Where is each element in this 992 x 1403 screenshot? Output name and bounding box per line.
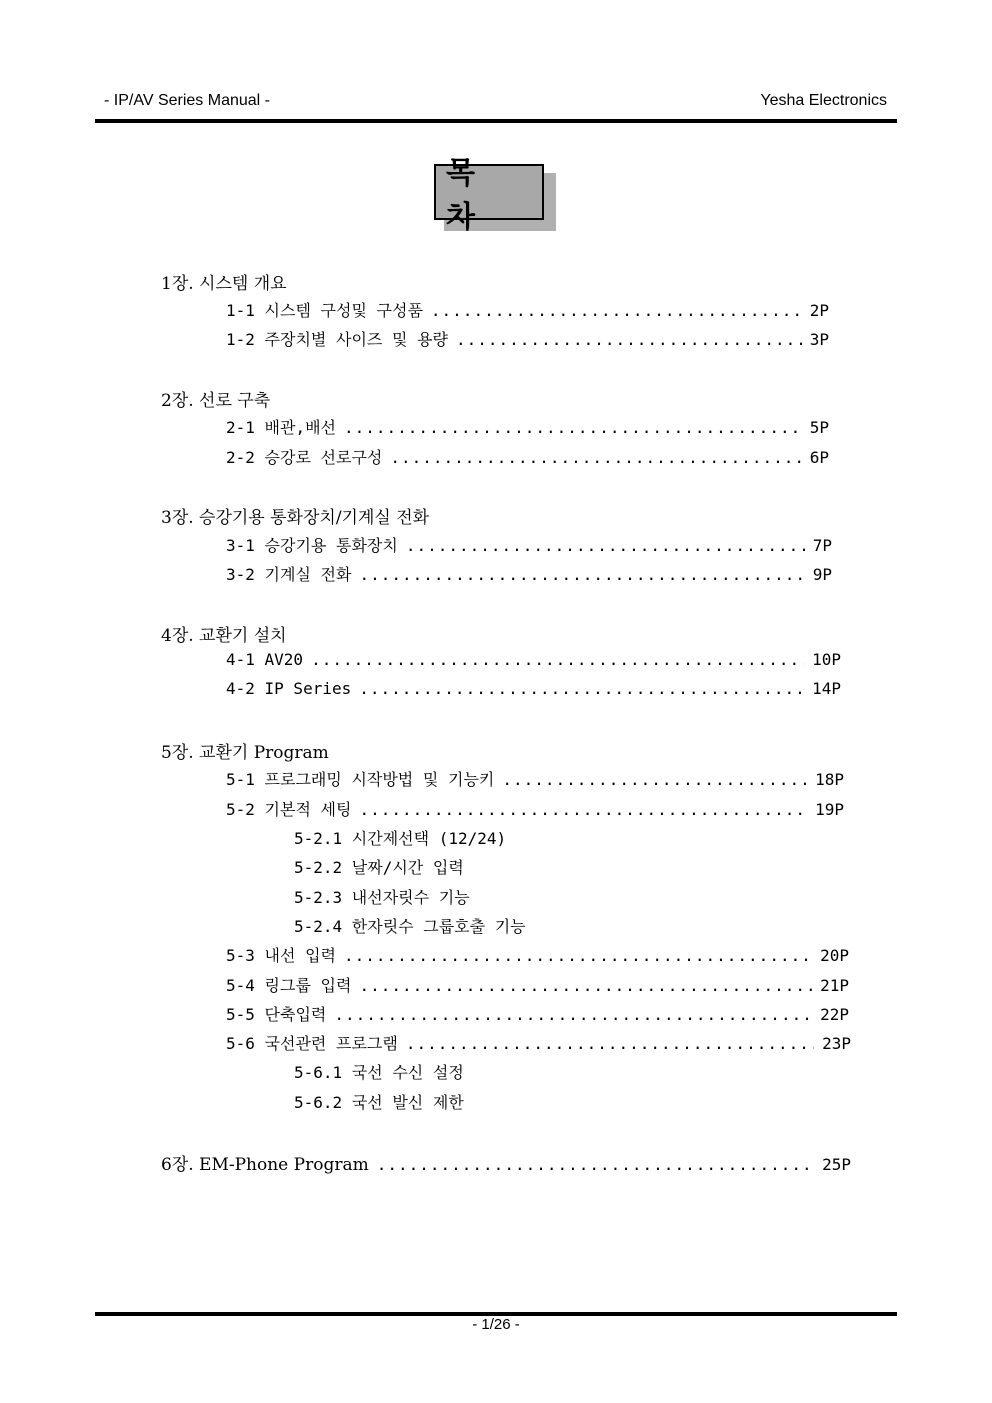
toc-page-number: 7P [812,536,832,555]
toc-subentry [294,1090,464,1112]
toc-leader-dots [359,976,812,995]
toc-leader-dots [390,448,801,467]
toc-label: 4-2 IP Series [226,679,352,698]
toc-entry [226,767,844,789]
toc-entry [226,298,829,320]
toc-label: 3-1 승강기용 통화장치 [226,536,398,555]
toc-page-number: 3P [809,330,829,349]
toc-entry [226,533,832,555]
toc-page-number: 14P [812,679,841,698]
toc-chapter-2 [161,386,271,411]
toc-label: 1-1 시스템 구성및 구성품 [226,301,423,320]
toc-leader-dots [311,650,804,669]
toc-leader-dots [456,330,802,349]
toc-leader-dots [359,565,804,584]
toc-entry [226,797,844,819]
header-company-name: Yesha Electronics [760,92,887,109]
footer-page-number: - 1/26 - [472,1316,520,1333]
toc-chapter-5 [161,738,329,763]
toc-chapter-4 [161,621,287,646]
toc-label: 4-1 AV20 [226,650,304,669]
toc-page-number: 9P [812,565,832,584]
toc-label: 5-3 내선 입력 [226,946,336,965]
toc-page-number: 22P [820,1005,849,1024]
toc-entry [226,1002,849,1024]
toc-label: 5-2.3 내선자릿수 기능 [294,888,470,907]
toc-page-number: 5P [809,418,829,437]
toc-chapter-1 [161,269,287,294]
toc-entry [226,679,841,701]
toc-label: 5-2.4 한자릿수 그룹호출 기능 [294,917,526,936]
toc-chapter-3 [161,503,430,528]
toc-label: 5-6.2 국선 발신 제한 [294,1093,464,1112]
page-title: 목 차 [446,156,485,235]
toc-label: 5장. 교환기 Program [161,743,329,763]
toc-page-number: 21P [820,976,849,995]
header-manual-title: - IP/AV Series Manual - [104,92,270,109]
toc-subentry [294,855,464,877]
toc-entry [226,650,841,672]
toc-label: 5-4 링그룹 입력 [226,976,352,995]
toc-subentry [294,885,470,907]
toc-label: 5-2.1 시간제선택 (12/24) [294,829,507,848]
toc-entry [226,445,829,467]
toc-entry [226,415,829,437]
toc-leader-dots [502,770,807,789]
toc-entry [226,943,849,965]
toc-page-number: 19P [815,800,844,819]
toc-leader-dots [344,418,802,437]
toc-leader-dots [344,946,812,965]
toc-leader-dots [359,800,807,819]
toc-subentry [294,914,526,936]
toc-page-number: 20P [820,946,849,965]
toc-label: 3-2 기계실 전화 [226,565,352,584]
toc-label: 1-2 주장치별 사이즈 및 용량 [226,330,448,349]
toc-subentry [294,1060,464,1082]
toc-label: 5-6.1 국선 수신 설정 [294,1063,464,1082]
toc-label: 5-6 국선관련 프로그램 [226,1034,398,1053]
toc-leader-dots [406,1034,814,1053]
toc-leader-dots [359,679,804,698]
toc-page-number: 25P [822,1155,851,1174]
toc-label: 5-5 단축입력 [226,1005,327,1024]
toc-leader-dots [431,301,802,320]
toc-entry [226,973,849,995]
toc-entry [226,1031,851,1053]
toc-label: 2-2 승강로 선로구성 [226,448,383,467]
toc-label: 3장. 승강기용 통화장치/기계실 전화 [161,508,430,528]
toc-page-number: 6P [809,448,829,467]
toc-label: 2장. 선로 구축 [161,391,271,411]
toc-label: 6장. EM-Phone Program [161,1155,369,1175]
toc-subentry [294,826,506,848]
toc-label: 1장. 시스템 개요 [161,274,287,294]
toc-label: 5-2.2 날짜/시간 입력 [294,858,464,877]
toc-leader-dots [377,1155,814,1174]
toc-leader-dots [334,1005,812,1024]
toc-chapter-6 [161,1150,851,1175]
toc-label: 4장. 교환기 설치 [161,626,287,646]
toc-label: 2-1 배관,배선 [226,418,336,437]
toc-leader-dots [406,536,805,555]
toc-entry [226,562,832,584]
toc-page-number: 23P [822,1034,851,1053]
toc-page-number: 2P [809,301,829,320]
toc-page-number: 10P [812,650,841,669]
toc-page-number: 18P [815,770,844,789]
toc-label: 5-1 프로그래밍 시작방법 및 기능키 [226,770,495,789]
toc-entry [226,327,829,349]
toc-label: 5-2 기본적 세팅 [226,800,352,819]
